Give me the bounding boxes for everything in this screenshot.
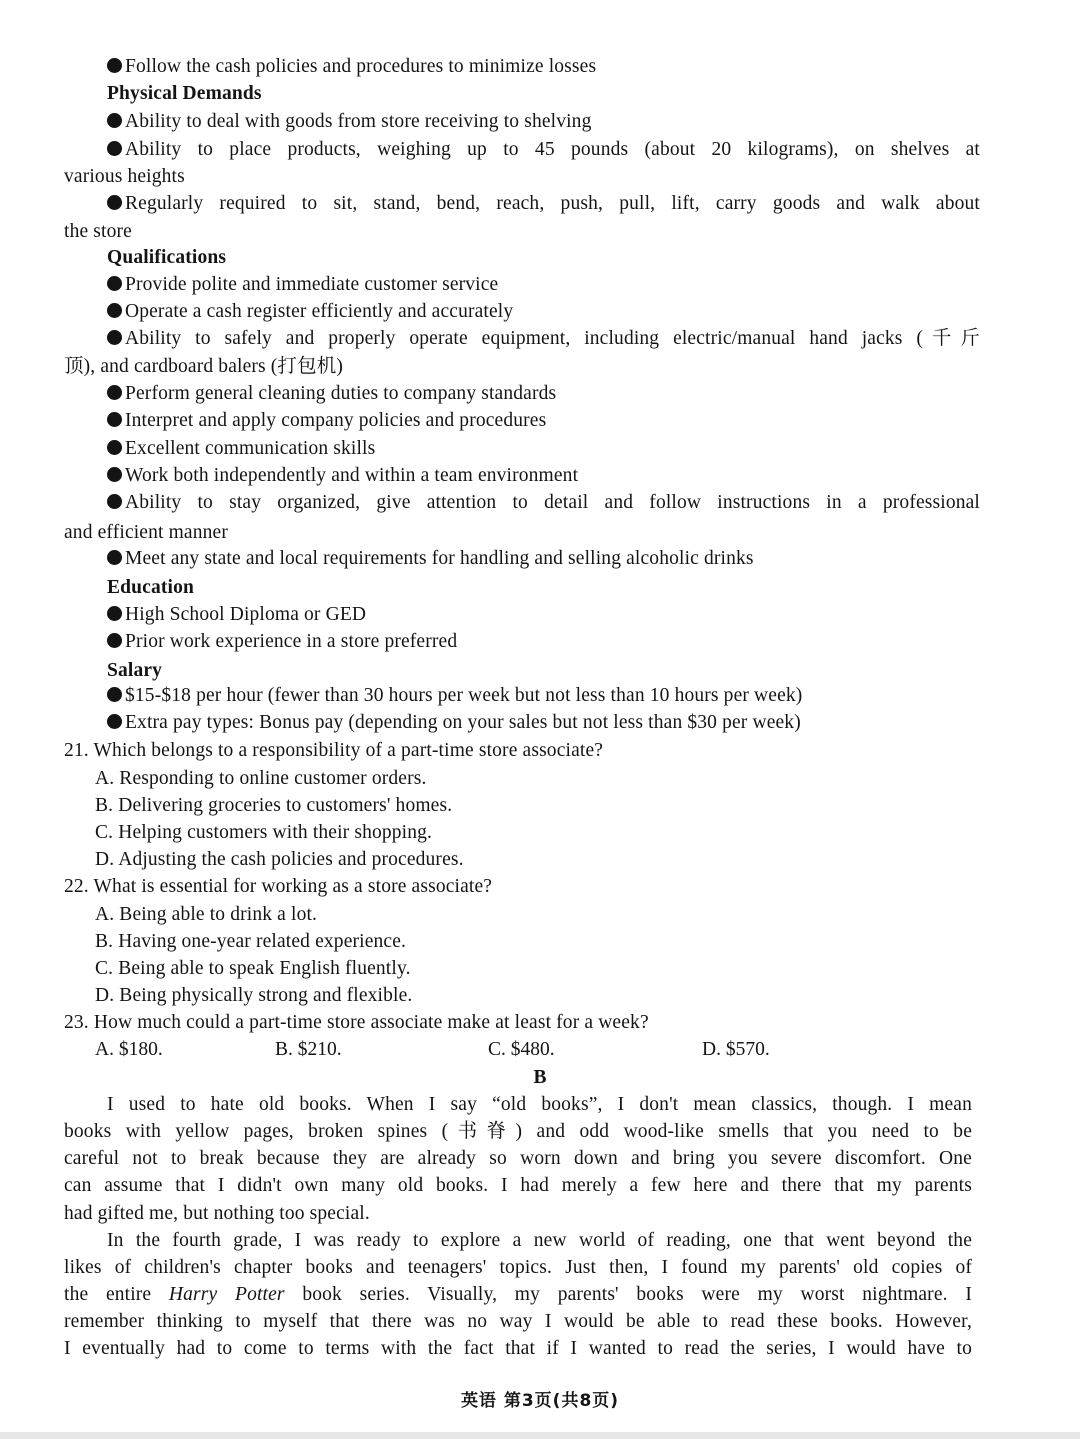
passage-line: I eventually had to come to terms with the fact that if I wanted to read the series, I would have to (64, 1338, 972, 1359)
qualification-item (107, 435, 980, 462)
qualification-item (107, 298, 980, 325)
bullet-icon (107, 606, 122, 621)
bullet-text: Regularly required to sit, stand, bend, reach, push, pull, lift, carry goods and walk about (125, 193, 980, 214)
answer-option: C. Helping customers with their shopping. (95, 822, 433, 843)
bullet-text: Follow the cash policies and procedures to minimize losses (125, 56, 597, 77)
physical-demand-item-continued: the store (64, 221, 132, 242)
bullet-icon (107, 58, 122, 73)
bullet-text: Ability to place products, weighing up to 45 pounds (about 20 kilograms), on shelves at (125, 139, 980, 160)
section-heading-education: Education (107, 577, 194, 598)
bullet-icon (107, 687, 122, 702)
page-bottom-edge (0, 1432, 1080, 1439)
answer-option: D. Adjusting the cash policies and procedures. (95, 849, 464, 870)
bullet-text: Excellent communication skills (125, 438, 376, 459)
bullet-text: Prior work experience in a store preferred (125, 631, 458, 652)
bullet-icon (107, 195, 122, 210)
passage-line: remember thinking to myself that there was no way I would be able to read these books. However, (64, 1311, 972, 1332)
question-stem: 22. What is essential for working as a store associate? (64, 876, 493, 897)
physical-demand-item-continued: various heights (64, 166, 185, 187)
bullet-text: Operate a cash register efficiently and accurately (125, 301, 514, 322)
book-title: Harry Potter (168, 1284, 285, 1305)
text-run: the entire (64, 1284, 169, 1305)
passage-line: had gifted me, but nothing too special. (64, 1203, 370, 1224)
qualification-item (107, 271, 980, 298)
answer-option: A. Responding to online customer orders. (95, 768, 427, 789)
section-heading-salary: Salary (107, 660, 163, 681)
bullet-icon (107, 412, 122, 427)
qualification-item (107, 489, 980, 516)
qualification-item (107, 462, 980, 489)
answer-option: A. $180. (95, 1039, 163, 1060)
passage-line: books with yellow pages, broken spines (书脊) and odd wood-like smells that you need to be (64, 1121, 972, 1142)
qualification-item-continued: 顶), and cardboard balers (打包机) (64, 356, 344, 377)
answer-option: A. Being able to drink a lot. (95, 904, 318, 925)
bullet-icon (107, 714, 122, 729)
bullet-icon (107, 303, 122, 318)
education-item (107, 601, 980, 628)
physical-demand-item (107, 190, 980, 217)
section-heading-physical-demands: Physical Demands (107, 83, 262, 104)
salary-item (107, 682, 980, 709)
passage-line: In the fourth grade, I was ready to explore a new world of reading, one that went beyond the (107, 1230, 972, 1251)
bullet-text: High School Diploma or GED (125, 604, 367, 625)
qualification-item (107, 545, 980, 572)
question-stem: 21. Which belongs to a responsibility of a part-time store associate? (64, 740, 604, 761)
passage-line: can assume that I didn't own many old books. I had merely a few here and there that my parents (64, 1175, 972, 1196)
bullet-text: Ability to deal with goods from store receiving to shelving (125, 111, 592, 132)
question-stem: 23. How much could a part-time store associate make at least for a week? (64, 1012, 649, 1033)
bullet-icon (107, 467, 122, 482)
page-footer: 英语 第3页(共8页) (460, 1391, 620, 1411)
answer-option: B. $210. (275, 1039, 342, 1060)
bullet-icon (107, 550, 122, 565)
bullet-text: Provide polite and immediate customer service (125, 274, 499, 295)
bullet-text: Extra pay types: Bonus pay (depending on your sales but not less than $30 per week) (125, 712, 801, 733)
answer-option: C. $480. (488, 1039, 555, 1060)
passage-line (64, 1281, 972, 1308)
bullet-text: Interpret and apply company policies and procedures (125, 410, 547, 431)
answer-option: B. Delivering groceries to customers' homes. (95, 795, 453, 816)
passage-label: B (533, 1067, 547, 1088)
bullet-icon (107, 385, 122, 400)
bullet-text: $15-$18 per hour (fewer than 30 hours per week but not less than 10 hours per week) (125, 685, 803, 706)
passage-line: careful not to break because they are already so worn down and bring you severe discomfort. One (64, 1148, 972, 1169)
bullet-icon (107, 494, 122, 509)
qualification-item (107, 380, 980, 407)
bullet-icon (107, 330, 122, 345)
physical-demand-item (107, 108, 980, 135)
bullet-icon (107, 113, 122, 128)
bullet-text: Ability to stay organized, give attention to detail and follow instructions in a professional (125, 492, 980, 513)
bullet-text: Meet any state and local requirements for handling and selling alcoholic drinks (125, 548, 754, 569)
answer-option: C. Being able to speak English fluently. (95, 958, 411, 979)
bullet-icon (107, 276, 122, 291)
section-heading-qualifications: Qualifications (107, 247, 227, 268)
education-item (107, 628, 980, 655)
bullet-text: Perform general cleaning duties to company standards (125, 383, 557, 404)
qualification-item-continued: and efficient manner (64, 522, 228, 543)
duty-bullet (107, 53, 980, 80)
bullet-icon (107, 141, 122, 156)
passage-line: I used to hate old books. When I say “old books”, I don't mean classics, though. I mean (107, 1094, 972, 1115)
salary-item (107, 709, 980, 736)
bullet-icon (107, 633, 122, 648)
qualification-item (107, 407, 980, 434)
bullet-text: Ability to safely and properly operate equipment, including electric/manual hand jacks (千斤 (125, 328, 980, 349)
bullet-icon (107, 440, 122, 455)
answer-option: D. $570. (702, 1039, 770, 1060)
passage-line: likes of children's chapter books and teenagers' topics. Just then, I found my parents' old copies of (64, 1257, 972, 1278)
answer-option: D. Being physically strong and flexible. (95, 985, 413, 1006)
text-run: book series. Visually, my parents' books were my worst nightmare. I (284, 1284, 972, 1305)
physical-demand-item (107, 136, 980, 163)
qualification-item (107, 325, 980, 352)
bullet-text: Work both independently and within a team environment (125, 465, 579, 486)
answer-option: B. Having one-year related experience. (95, 931, 407, 952)
